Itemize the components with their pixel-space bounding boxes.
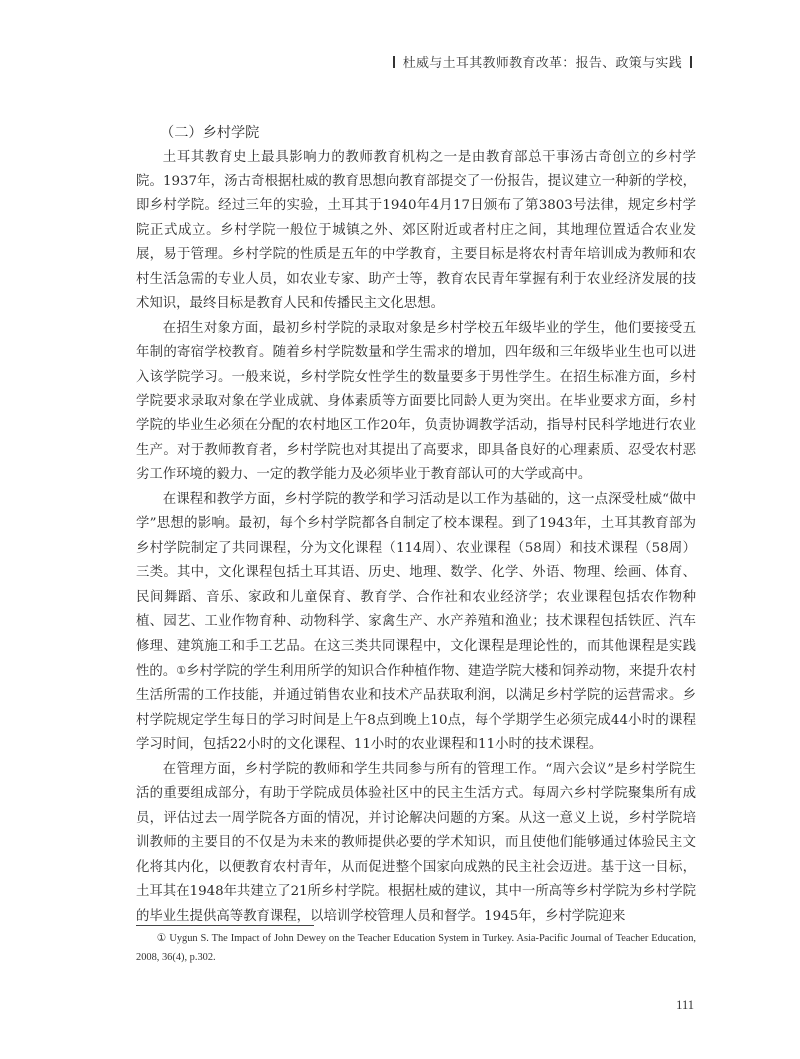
paragraph-management: 在管理方面，乡村学院的教师和学生共同参与所有的管理工作。“周六会议”是乡村学院生活的重要组成部分，有助于学院成员体验社区中的民主生活方式。每周六乡村学院聚集所有成员，评估过去一周学院各方面的情况，并讨论解决问题的方案。从这一意义上说，乡村学院培训教师的主要目的不仅是为未来的教师提供必要的学术知识，而且使他们能够通过体验民主文化将其内化，以便教育农村青年，从而促进整个国家向成熟的民主社会迈进。基于这一目标，土耳其在1948年共建立了21所乡村学院。根据杜威的建议，其中一所高等乡村学院为乡村学院的毕业生提供高等教育课程，以培训学校管理人员和督学。1945年，乡村学院迎来 xyxy=(136,761,696,924)
running-head xyxy=(385,52,700,71)
paragraph-admission: 在招生对象方面，最初乡村学院的录取对象是乡村学校五年级毕业的学生，他们要接受五年制的寄宿学校教育。随着乡村学院数量和学生需求的增加，四年级和三年级毕业生也可以进入该学院学习。一般来说，乡村学院女性学生的数量要多于男性学生。在招生标准方面，乡村学院要求录取对象在学业成就、身体素质等方面要比同龄人更为突出。在毕业要求方面，乡村学院的毕业生必须在分配的农村地区工作20年，负责协调教学活动，指导村民科学地进行农业生产。对于教师教育者，乡村学院也对其提出了高要求，即具备良好的心理素质、忍受农村恶劣工作环境的毅力、一定的教学能力及必须毕业于教育部认可的大学或高中。 xyxy=(136,320,696,483)
paragraph-curriculum-part2: 乡村学院的学生利用所学的知识合作种植作物、建造学院大楼和饲养动物，来提升农村生活所需的工作技能，并通过销售农业和技术产品获取利润，以满足乡村学院的运营需求。乡村学院规定学生每日的学习时间是上午8点到晚上10点，每个学期学生必须完成44小时的课程学习时间，包括22小时的文化课程、11小时的农业课程和11小时的技术课程。 xyxy=(136,664,696,753)
footnote: ① Uygun S. The Impact of John Dewey on the Teacher Education System in Turkey. Asia-Pacific Journal of Teacher Education, 2008, 36(4), p.302. xyxy=(136,933,696,963)
running-head-right-bar xyxy=(690,56,692,68)
page-number: 111 xyxy=(676,998,694,1012)
main-text xyxy=(136,121,696,929)
paragraph-intro: 土耳其教育史上最具影响力的教师教育机构之一是由教育部总干事汤古奇创立的乡村学院。1937年，汤古奇根据杜威的教育思想向教育部提交了一份报告，提议建立一种新的学校，即乡村学院。经过三年的实验，土耳其于1940年4月17日颁布了第3803号法律，规定乡村学院正式成立。乡村学院一般位于城镇之外、郊区附近或者村庄之间，其地理位置适合农业发展，易于管理。乡村学院的性质是五年的中学教育，主要目标是将农村青年培训成为教师和农村生活急需的专业人员，如农业专家、助产士等，教育农民青年掌握有利于农业经济发展的技术知识，最终目标是教育人民和传播民主文化思想。 xyxy=(136,149,696,312)
section-heading: （二）乡村学院 xyxy=(160,125,260,141)
footnote-marker[interactable]: ① xyxy=(176,664,187,678)
footnote-divider xyxy=(136,925,314,926)
paragraph-curriculum xyxy=(136,488,696,758)
running-head-left-bar xyxy=(393,56,395,68)
running-head-title: 杜威与土耳其教师教育改革：报告、政策与实践 xyxy=(402,56,682,71)
paragraph-curriculum-part1: 在课程和教学方面，乡村学院的教学和学习活动是以工作为基础的，这一点深受杜威“做中学”思想的影响。最初，每个乡村学院都各自制定了校本课程。到了1943年，土耳其教育部为乡村学院制定了共同课程，分为文化课程（114周）、农业课程（58周）和技术课程（58周）三类。其中，文化课程包括土耳其语、历史、地理、数学、化学、外语、物理、绘画、体育、民间舞蹈、音乐、家政和儿童保育、教育学、合作社和农业经济学；农业课程包括农作物种植、园艺、工业作物育种、动物科学、家禽生产、水产养殖和渔业；技术课程包括铁匠、汽车修理、建筑施工和手工艺品。在这三类共同课程中，文化课程是理论性的，而其他课程是实践性的。 xyxy=(136,491,696,680)
